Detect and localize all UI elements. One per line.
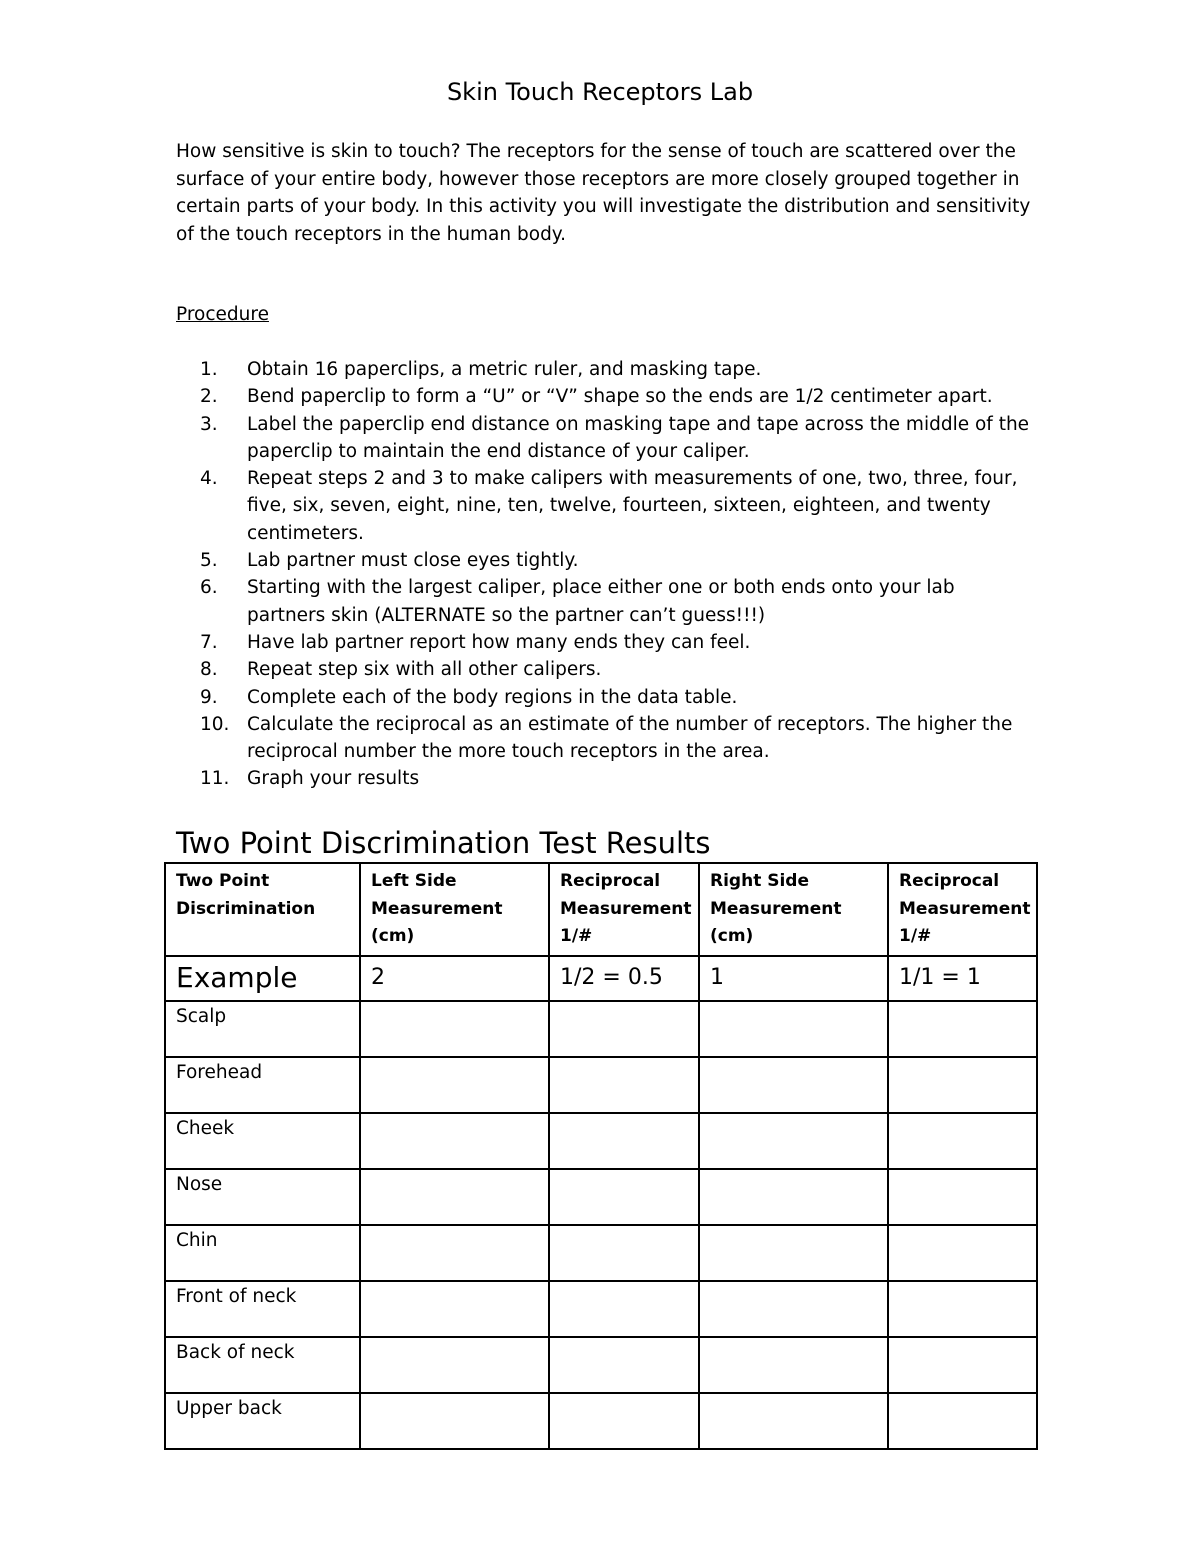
right-measurement-cell[interactable] <box>699 1393 888 1449</box>
left-measurement-cell[interactable] <box>360 1337 549 1393</box>
header-cell: Two Point Discrimination <box>165 863 360 956</box>
intro-paragraph: How sensitive is skin to touch? The receptors for the sense of touch are scattered over the surface of your entire body, however those receptors are more closely grouped together in certain parts of your body. In this activity you will investigate the distribution and sensitivity of the touch receptors in the human body. <box>176 141 1031 245</box>
procedure-step <box>176 765 1036 792</box>
procedure-step <box>176 383 1036 410</box>
right-reciprocal-cell[interactable] <box>888 1057 1037 1113</box>
right-reciprocal-cell[interactable] <box>888 1113 1037 1169</box>
step-text: Graph your results <box>247 768 420 790</box>
region-label: Cheek <box>165 1113 360 1169</box>
region-label: Back of neck <box>165 1337 360 1393</box>
step-text: Have lab partner report how many ends they can feel. <box>247 631 751 653</box>
step-number: 7. <box>200 631 218 653</box>
procedure-step <box>176 656 1036 683</box>
left-reciprocal-cell[interactable] <box>549 1393 699 1449</box>
header-cell: Left Side Measurement (cm) <box>360 863 549 956</box>
right-reciprocal-cell[interactable] <box>888 1001 1037 1057</box>
right-measurement-cell[interactable] <box>699 1169 888 1225</box>
right-reciprocal-cell[interactable] <box>888 1393 1037 1449</box>
table-row <box>165 1113 1037 1169</box>
results-table <box>164 862 1038 1450</box>
step-text: Complete each of the body regions in the data table. <box>247 686 738 708</box>
procedure-heading: Procedure <box>176 304 269 325</box>
procedure-steps <box>176 356 1036 793</box>
region-label: Nose <box>165 1169 360 1225</box>
step-text: Label the paperclip end distance on masking tape and tape across the middle of the paperclip to maintain the end distance of your caliper. <box>247 413 1030 462</box>
left-measurement-cell[interactable] <box>360 1001 549 1057</box>
step-text: Repeat steps 2 and 3 to make calipers with measurements of one, two, three, four, five, six, seven, eight, nine, ten, twelve, fourteen, sixteen, eighteen, and twenty centimeters. <box>247 468 1018 544</box>
right-measurement-cell[interactable] <box>699 1113 888 1169</box>
table-row <box>165 1057 1037 1113</box>
step-text: Calculate the reciprocal as an estimate of the number of receptors. The higher the reciprocal number the more touch receptors in the area. <box>247 713 1013 763</box>
right-measurement-cell[interactable] <box>699 1001 888 1057</box>
header-cell: Reciprocal Measurement 1/# <box>549 863 699 956</box>
region-label: Front of neck <box>165 1281 360 1337</box>
table-row <box>165 1001 1037 1057</box>
results-table-title: Two Point Discrimination Test Results <box>176 826 711 860</box>
page-title: Skin Touch Receptors Lab <box>446 78 754 106</box>
step-number: 11. <box>200 768 230 790</box>
step-number: 9. <box>200 686 218 708</box>
right-reciprocal-cell[interactable] <box>888 1337 1037 1393</box>
right-reciprocal-cell[interactable] <box>888 1169 1037 1225</box>
procedure-step <box>176 356 1036 383</box>
step-number: 5. <box>200 550 218 572</box>
procedure-step <box>176 574 1036 629</box>
right-measurement-cell[interactable] <box>699 1225 888 1281</box>
left-reciprocal-cell[interactable] <box>549 1057 699 1113</box>
left-measurement-cell[interactable] <box>360 1057 549 1113</box>
table-row <box>165 1281 1037 1337</box>
right-reciprocal-cell[interactable] <box>888 1225 1037 1281</box>
left-reciprocal-cell[interactable] <box>549 1169 699 1225</box>
step-number: 8. <box>200 659 218 681</box>
example-right-measurement: 1 <box>699 956 888 1001</box>
step-text: Lab partner must close eyes tightly. <box>247 550 579 572</box>
right-reciprocal-cell[interactable] <box>888 1281 1037 1337</box>
example-row <box>165 956 1037 1001</box>
region-label: Scalp <box>165 1001 360 1057</box>
step-number: 3. <box>200 413 218 435</box>
left-reciprocal-cell[interactable] <box>549 1113 699 1169</box>
step-number: 2. <box>200 386 218 408</box>
left-measurement-cell[interactable] <box>360 1113 549 1169</box>
left-reciprocal-cell[interactable] <box>549 1225 699 1281</box>
step-text: Starting with the largest caliper, place either one or both ends onto your lab partners skin (ALTERNATE so the partner can’t guess!!!) <box>247 577 955 626</box>
region-label: Forehead <box>165 1057 360 1113</box>
example-left-measurement: 2 <box>360 956 549 1001</box>
procedure-step <box>176 684 1036 711</box>
left-measurement-cell[interactable] <box>360 1225 549 1281</box>
region-label: Chin <box>165 1225 360 1281</box>
header-cell: Right Side Measurement (cm) <box>699 863 888 956</box>
procedure-step <box>176 629 1036 656</box>
left-reciprocal-cell[interactable] <box>549 1281 699 1337</box>
step-number: 4. <box>200 468 218 490</box>
right-measurement-cell[interactable] <box>699 1057 888 1113</box>
procedure-step <box>176 465 1036 547</box>
left-reciprocal-cell[interactable] <box>549 1337 699 1393</box>
left-measurement-cell[interactable] <box>360 1393 549 1449</box>
procedure-step <box>176 411 1036 466</box>
left-measurement-cell[interactable] <box>360 1281 549 1337</box>
example-left-reciprocal: 1/2 = 0.5 <box>549 956 699 1001</box>
step-number: 1. <box>200 359 218 380</box>
table-row <box>165 1337 1037 1393</box>
procedure-step <box>176 547 1036 574</box>
table-row <box>165 1393 1037 1449</box>
step-text: Repeat step six with all other calipers. <box>247 659 602 681</box>
step-text: Bend paperclip to form a “U” or “V” shape so the ends are 1/2 centimeter apart. <box>247 386 993 408</box>
right-measurement-cell[interactable] <box>699 1337 888 1393</box>
left-reciprocal-cell[interactable] <box>549 1001 699 1057</box>
example-label: Example <box>165 956 360 1001</box>
step-text: Obtain 16 paperclips, a metric ruler, and masking tape. <box>247 359 762 380</box>
table-header-row <box>165 863 1037 956</box>
procedure-step <box>176 711 1036 766</box>
table-row <box>165 1169 1037 1225</box>
right-measurement-cell[interactable] <box>699 1281 888 1337</box>
left-measurement-cell[interactable] <box>360 1169 549 1225</box>
table-row <box>165 1225 1037 1281</box>
step-number: 10. <box>200 713 230 735</box>
header-cell: Reciprocal Measurement 1/# <box>888 863 1037 956</box>
region-label: Upper back <box>165 1393 360 1449</box>
step-number: 6. <box>200 577 218 599</box>
example-right-reciprocal: 1/1 = 1 <box>888 956 1037 1001</box>
